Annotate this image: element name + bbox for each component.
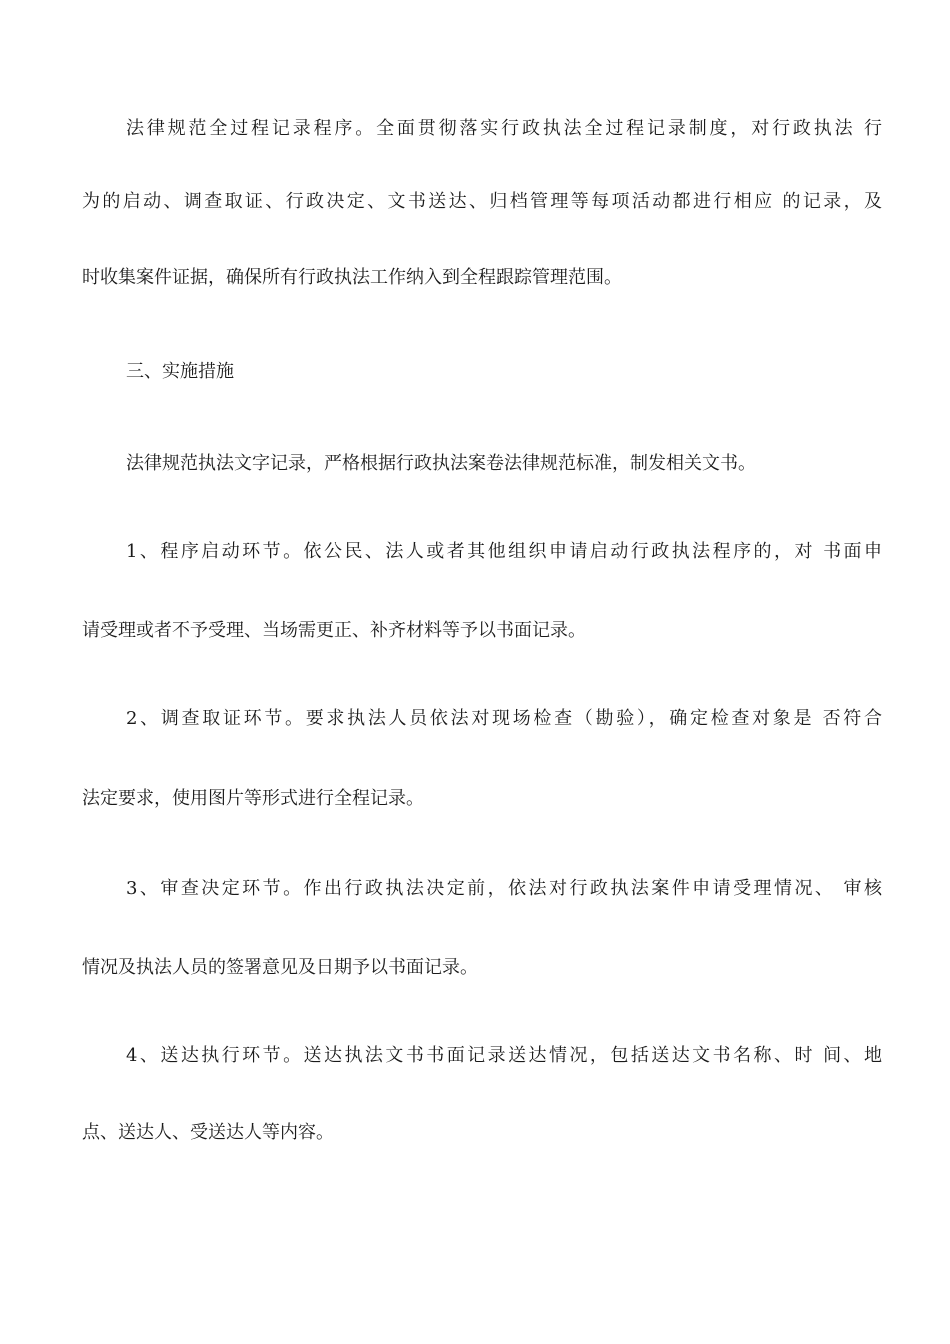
paragraph-1-line-1: 法律规范全过程记录程序。全面贯彻落实行政执法全过程记录制度，对行政执法 行 [126,118,882,139]
item-2-line-2: 法定要求，使用图片等形式进行全程记录。 [82,788,424,809]
item-4-line-1: 4、送达执行环节。送达执法文书书面记录送达情况，包括送达文书名称、时 间、地 [126,1045,882,1066]
item-1-line-1: 1、程序启动环节。依公民、法人或者其他组织申请启动行政执法程序的，对 书面申 [126,541,882,562]
item-1-line-2: 请受理或者不予受理、当场需更正、补齐材料等予以书面记录。 [82,620,586,641]
paragraph-1-line-2: 为的启动、调查取证、行政决定、文书送达、归档管理等每项活动都进行相应 的记录，及 [82,191,882,212]
item-3-line-1: 3、审查决定环节。作出行政执法决定前，依法对行政执法案件申请受理情况、 审核 [126,878,882,899]
item-3-line-2: 情况及执法人员的签署意见及日期予以书面记录。 [82,957,478,978]
paragraph-2-line-1: 法律规范执法文字记录，严格根据行政执法案卷法律规范标准，制发相关文书。 [126,453,756,474]
item-2-line-1: 2、调查取证环节。要求执法人员依法对现场检查（勘验），确定检查对象是 否符合 [126,708,882,729]
paragraph-1-line-3: 时收集案件证据，确保所有行政执法工作纳入到全程跟踪管理范围。 [82,267,622,288]
item-4-line-2: 点、送达人、受送达人等内容。 [82,1122,334,1143]
section-heading: 三、实施措施 [126,361,234,382]
